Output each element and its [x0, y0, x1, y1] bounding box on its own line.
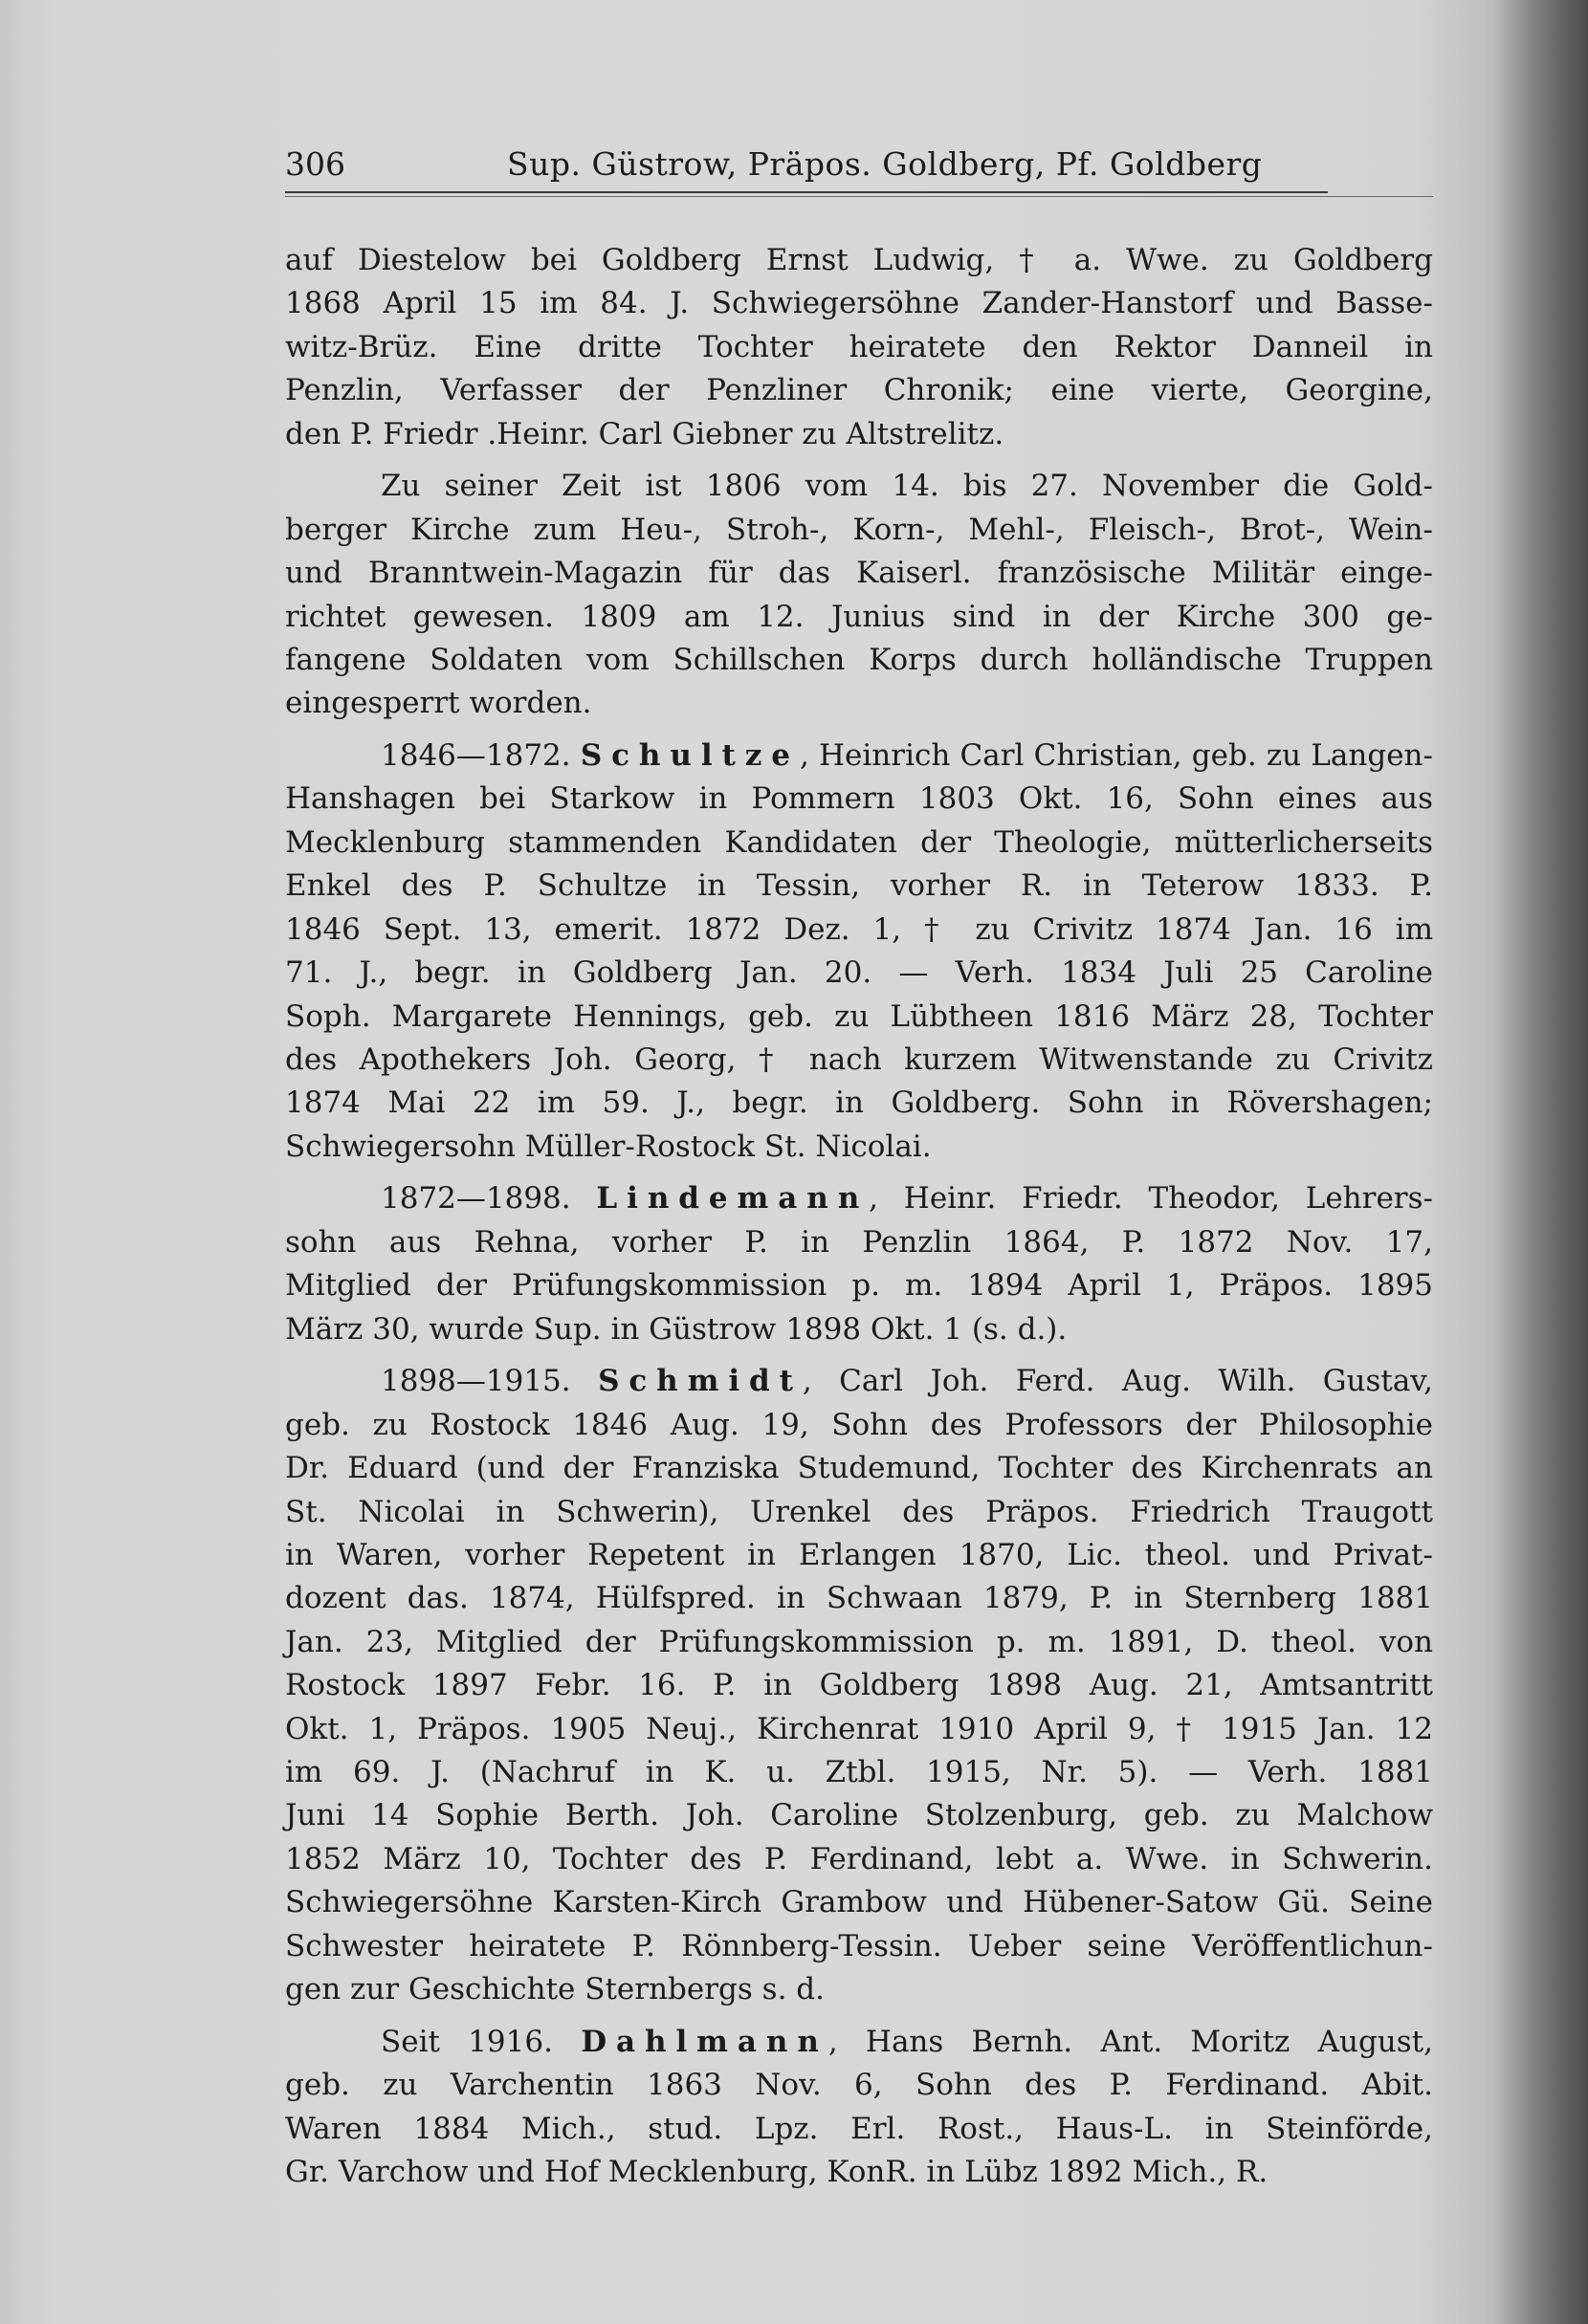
entry-date: Seit 1916.	[381, 2024, 553, 2059]
text-line: richtet gewesen. 1809 am 12. Junius sind in der Kirche 300 ge-	[285, 599, 1433, 634]
text-line: den P. Friedr .Heinr. Carl Giebner zu Altstrelitz.	[285, 416, 1004, 451]
text-line: Zu seiner Zeit ist 1806 vom 14. bis 27. November die Gold-	[381, 469, 1433, 504]
header-rule-thin	[285, 196, 1433, 197]
text-line: Schwester heiratete P. Rönnberg-Tessin. Ueber seine Veröffentlichun-	[285, 1928, 1433, 1963]
text-line: und Branntwein-Magazin für das Kaiserl. französische Militär einge-	[285, 556, 1433, 591]
entry-heading-line	[285, 1177, 1433, 1220]
entry-date: 1872—1898.	[381, 1181, 571, 1217]
text-line: Jan. 23, Mitglied der Prüfungskommission p. m. 1891, D. theol. von	[285, 1624, 1433, 1659]
text-line: Juni 14 Sophie Berth. Joh. Caroline Stolzenburg, geb. zu Malchow	[285, 1798, 1433, 1833]
text-line: St. Nicolai in Schwerin), Urenkel des Präpos. Friedrich Traugott	[285, 1494, 1433, 1529]
paragraph	[285, 734, 1433, 1169]
text-line: 1846 Sept. 13, emerit. 1872 Dez. 1, † zu Crivitz 1874 Jan. 16 im	[285, 911, 1433, 947]
text-line: berger Kirche zum Heu-, Stroh-, Korn-, Mehl-, Fleisch-, Brot-, Wein-	[285, 512, 1433, 547]
entry-heading-line	[285, 2021, 1433, 2064]
text-line: eingesperrt worden.	[285, 686, 592, 721]
text-line: Schwiegersohn Müller-Rostock St. Nicolai.	[285, 1129, 932, 1164]
text-line: 1852 März 10, Tochter des P. Ferdinand, lebt a. Wwe. in Schwerin.	[285, 1841, 1433, 1876]
entry-date: 1846—1872.	[381, 738, 571, 774]
entry-heading-rest: , Carl Joh. Ferd. Aug. Wilh. Gustav,	[802, 1364, 1433, 1399]
entry-name: Lindemann	[596, 1181, 870, 1217]
text-line: Mitglied der Prüfungskommission p. m. 1894 April 1, Präpos. 1895	[285, 1268, 1433, 1304]
text-line: witz-Brüz. Eine dritte Tochter heiratete den Rektor Danneil in	[285, 329, 1433, 364]
text-line: des Apothekers Joh. Georg, † nach kurzem Witwenstande zu Crivitz	[285, 1041, 1433, 1077]
paragraph	[285, 2021, 1433, 2195]
entry-date: 1898—1915.	[381, 1364, 571, 1399]
entry-heading-rest: , Hans Bernh. Ant. Moritz August,	[827, 2024, 1433, 2059]
text-line: Soph. Margarete Hennings, geb. zu Lübtheen 1816 März 28, Tochter	[285, 998, 1433, 1034]
text-line: geb. zu Rostock 1846 Aug. 19, Sohn des Professors der Philosophie	[285, 1407, 1433, 1442]
body-text	[285, 239, 1433, 2194]
entry-name: Schmidt	[598, 1364, 803, 1399]
entry-heading-line	[285, 1360, 1433, 1403]
text-line: dozent das. 1874, Hülfspred. in Schwaan 1879, P. in Sternberg 1881	[285, 1581, 1433, 1616]
paragraph	[285, 465, 1433, 725]
entry-heading-line	[285, 734, 1433, 778]
text-line: gen zur Geschichte Sternbergs s. d.	[285, 1972, 825, 2007]
text-line: 1874 Mai 22 im 59. J., begr. in Goldberg. Sohn in Rövershagen;	[285, 1085, 1433, 1121]
text-line: Waren 1884 Mich., stud. Lpz. Erl. Rost., Haus-L. in Steinförde,	[285, 2111, 1433, 2146]
text-line: sohn aus Rehna, vorher P. in Penzlin 1864, P. 1872 Nov. 17,	[285, 1224, 1433, 1260]
text-line: geb. zu Varchentin 1863 Nov. 6, Sohn des P. Ferdinand. Abit.	[285, 2068, 1433, 2103]
text-line: Rostock 1897 Febr. 16. P. in Goldberg 1898 Aug. 21, Amtsantritt	[285, 1668, 1433, 1703]
text-line: Okt. 1, Präpos. 1905 Neuj., Kirchenrat 1910 April 9, † 1915 Jan. 12	[285, 1711, 1433, 1746]
text-line: Schwiegersöhne Karsten-Kirch Grambow und Hübener-Satow Gü. Seine	[285, 1885, 1433, 1920]
text-line: Dr. Eduard (und der Franziska Studemund, Tochter des Kirchenrats an	[285, 1451, 1433, 1486]
text-line: fangene Soldaten vom Schillschen Korps durch holländische Truppen	[285, 642, 1433, 677]
text-line: 1868 April 15 im 84. J. Schwiegersöhne Zander-Hanstorf und Basse-	[285, 286, 1433, 321]
entry-heading-rest: , Heinrich Carl Christian, geb. zu Langen-	[799, 738, 1433, 774]
text-line: Mecklenburg stammenden Kandidaten der Theologie, mütterlicherseits	[285, 824, 1433, 860]
text-line: in Waren, vorher Repetent in Erlangen 1870, Lic. theol. und Privat-	[285, 1537, 1433, 1572]
entry-heading-rest: , Heinr. Friedr. Theodor, Lehrers-	[869, 1181, 1433, 1217]
text-line: auf Diestelow bei Goldberg Ernst Ludwig, † a. Wwe. zu Goldberg	[285, 243, 1433, 277]
paragraph	[285, 1360, 1433, 2011]
text-line: Penzlin, Verfasser der Penzliner Chronik; eine vierte, Georgine,	[285, 373, 1433, 408]
paragraph	[285, 239, 1433, 456]
running-title: Sup. Güstrow, Präpos. Goldberg, Pf. Goldberg	[507, 145, 1263, 183]
paragraph	[285, 1177, 1433, 1351]
page-number: 306	[285, 145, 345, 183]
text-line: 71. J., begr. in Goldberg Jan. 20. — Verh. 1834 Juli 25 Caroline	[285, 955, 1433, 991]
text-line: im 69. J. (Nachruf in K. u. Ztbl. 1915, Nr. 5). — Verh. 1881	[285, 1755, 1433, 1789]
header-rule	[285, 191, 1328, 193]
entry-name: Schultze	[580, 738, 800, 774]
text-line: Hanshagen bei Starkow in Pommern 1803 Okt. 16, Sohn eines aus	[285, 781, 1433, 817]
text-line: Enkel des P. Schultze in Tessin, vorher R. in Teterow 1833. P.	[285, 868, 1433, 904]
entry-name: Dahlmann	[581, 2024, 828, 2059]
text-line: März 30, wurde Sup. in Güstrow 1898 Okt. 1 (s. d.).	[285, 1311, 1068, 1347]
text-line: Gr. Varchow und Hof Mecklenburg, KonR. in Lübz 1892 Mich., R.	[285, 2154, 1268, 2189]
